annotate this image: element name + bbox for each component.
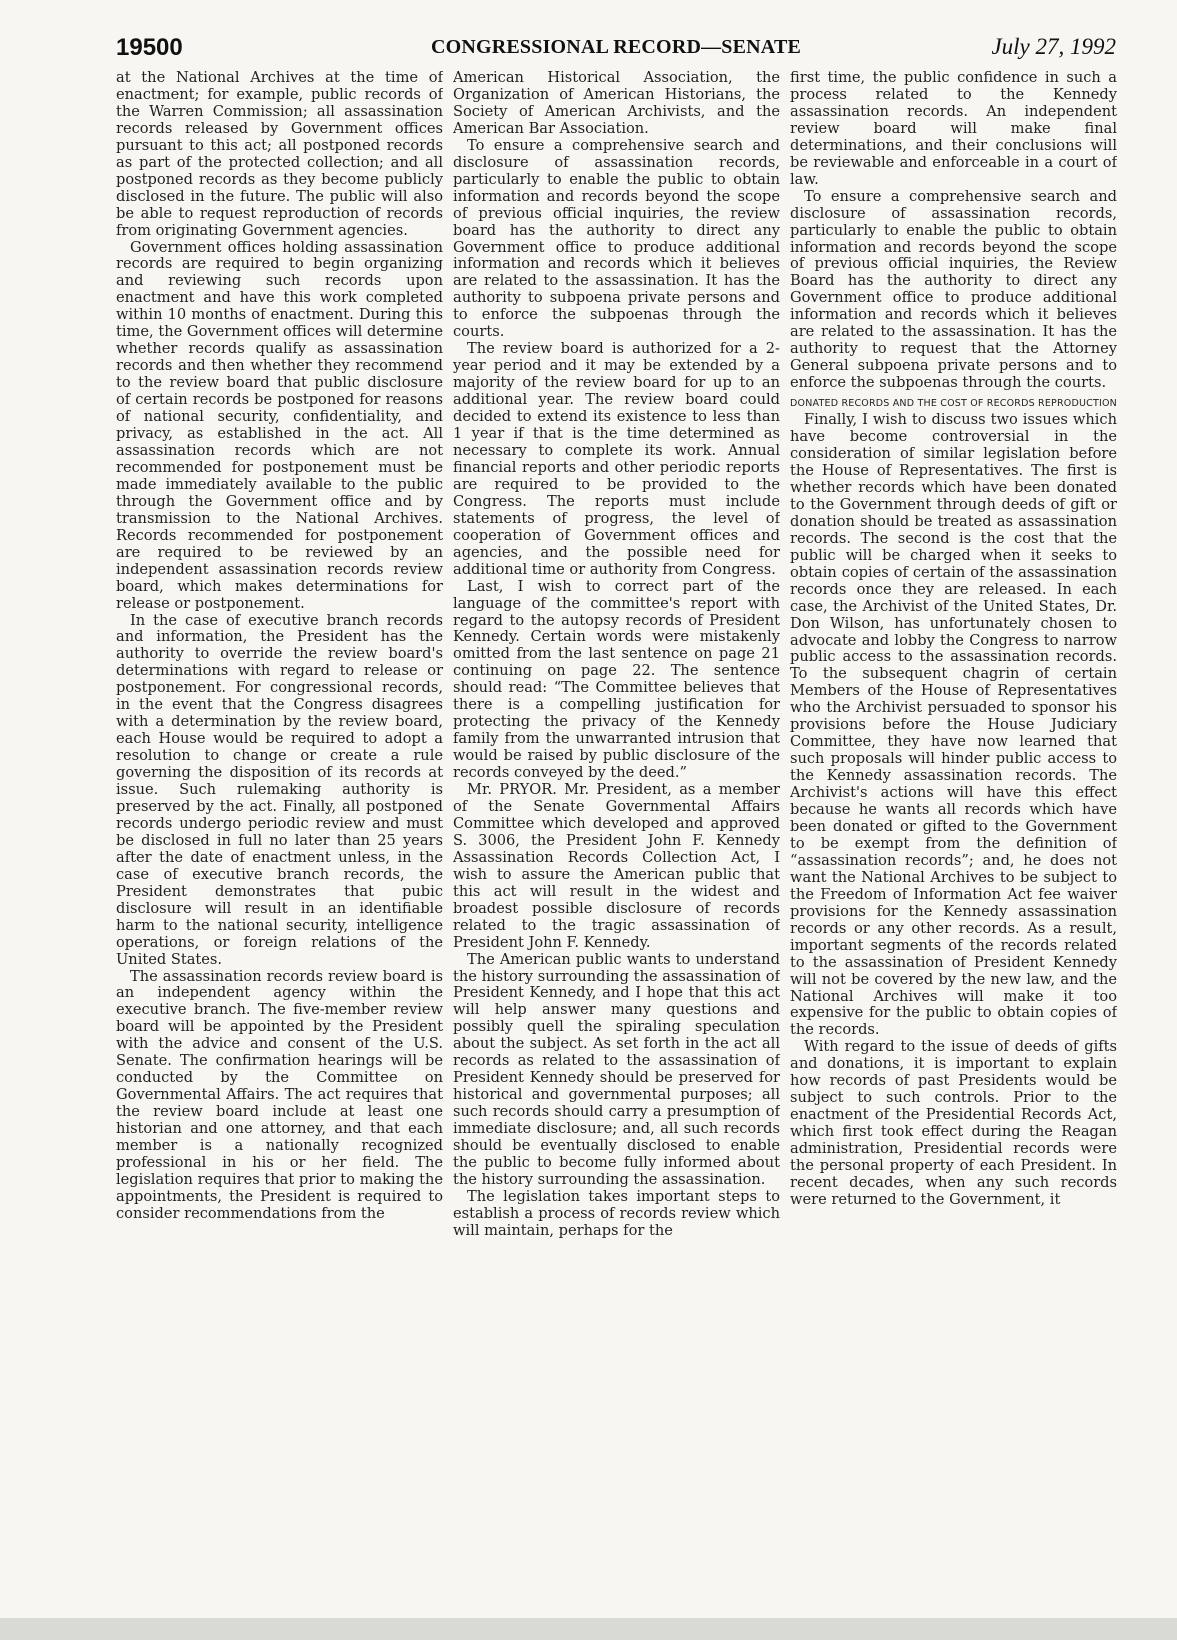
scan-edge [0,1618,1177,1640]
paragraph: American Historical Association, the Organization of American Historians, the Society of American Archivists, and the American Bar Association. [453,70,780,137]
paragraph: The American public wants to understand the history surrounding the assassination of President Kennedy, and I hope that this act will help answer many questions and possibly quell the spiraling speculation about the subject. As set forth in the act all records as related to the assassination of President Kennedy should be preserved for historical and governmental purposes; all such records should carry a presumption of immediate disclosure; and, all such records should be eventually disclosed to enable the public to become fully informed about the history surrounding the assassination. [453,950,780,1188]
paragraph: The legislation takes important steps to establish a process of records review which will maintain, perhaps for the [453,1187,780,1239]
paragraph: first time, the public confidence in such a process related to the Kennedy assassination records. An independent review board will make final determinations, and their conclusions will be reviewable and enforceable in a court of law. [790,70,1117,188]
paragraph: The assassination records review board is an independent agency within the executive branch. The five-member review board will be appointed by the President with the advice and consent of the U.S. Senate. The confirmation hearings will be conducted by the Committee on Governmental Affairs. The act requires that the review board include at least one historian and one attorney, and that each member is a nationally recognized professional in his or her field. The legislation requires that prior to making the appointments, the President is required to consider recommendations from the [116,967,443,1222]
paragraph: at the National Archives at the time of enactment; for example, public records of the Warren Commission; all assassination records released by Government offices pursuant to this act; all postponed records as part of the protected collection; and all postponed records as they become publicly disclosed in the future. The public will also be able to request reproduction of records from originating Government agencies. [116,70,443,239]
paragraph: Last, I wish to correct part of the language of the committee's report with regard to the autopsy records of President Kennedy. Certain words were mistakenly omitted from the last sentence on page 21 continuing on page 22. The sentence should read: “The Committee believes that there is a compelling justification for protecting the privacy of the Kennedy family from the unwarranted intrusion that would be raised by public disclosure of the records conveyed by the deed.” [453,577,780,782]
paragraph: To ensure a comprehensive search and disclosure of assassination records, particularly to enable the public to obtain information and records beyond the scope of previous official inquiries, the review board has the authority to direct any Government office to produce additional information and records which it believes are related to the assassination. It has the authority to subpoena private persons and to enforce the subpoenas through the courts. [453,136,780,341]
column-3 [790,70,1117,1420]
page-header [116,34,1116,66]
paragraph: The review board is authorized for a 2-year period and it may be extended by a majority of the review board for up to an additional year. The review board could decided to extend its existence to less than 1 year if that is the time determined as necessary to complete its work. Annual financial reports and other periodic reports are required to be provided to the Congress. The reports must include statements of progress, the level of cooperation of Government offices and agencies, and the possible need for additional time or authority from Congress. [453,340,780,578]
column-2 [453,70,780,1420]
paragraph: Government offices holding assassination records are required to begin organizing and reviewing such records upon enactment and have this work completed within 10 months of enactment. During this time, the Government offices will determine whether records qualify as assassination records and then whether they recommend to the review board that public disclosure of certain records be postponed for reasons of national security, confidentiality, and privacy, as established in the act. All assassination records which are not recommended for postponement must be made immediately available to the public through the Government office and by transmission to the National Archives. Records recommended for postponement are required to be reviewed by an independent assassination records review board, which makes determinations for release or postponement. [116,238,443,612]
column-1 [116,70,443,1420]
paragraph: Finally, I wish to discuss two issues which have become controversial in the consideration of similar legislation before the House of Representatives. The first is whether records which have been donated to the Government through deeds of gift or donation should be treated as assassination records. The second is the cost that the public will be charged when it seeks to obtain copies of certain of the assassination records once they are released. In each case, the Archivist of the United States, Dr. Don Wilson, has unfortunately chosen to advocate and lobby the Congress to narrow public access to the assassination records. To the subsequent chagrin of certain Members of the House of Representatives who the Archivist persuaded to sponsor his provisions before the House Judiciary Committee, they have now learned that such proposals will hinder public access to the Kennedy assassination records. The Archivist's actions will have this effect because he wants all records which have been donated or gifted to the Government to be exempt from the definition of “assassination records”; and, he does not want the National Archives to be subject to the Freedom of Information Act fee waiver provisions for the Kennedy assassination records or any other records. As a result, important segments of the records related to the assassination of President Kennedy will not be covered by the new law, and the National Archives will make it too expensive for the public to obtain copies of the records. [790,411,1117,1039]
article-body [116,70,1116,1420]
section-subheading: DONATED RECORDS AND THE COST OF RECORDS REPRODUCTION [790,398,1117,410]
paragraph: To ensure a comprehensive search and disclosure of assassination records, particularly to enable the public to obtain information and records beyond the scope of previous official inquiries, the Review Board has the authority to direct any Government office to produce additional information and records which it believes are related to the assassination. It has the authority to request that the Attorney General subpoena private persons and to enforce the subpoenas through the courts. [790,187,1117,392]
paragraph: With regard to the issue of deeds of gifts and donations, it is important to explain how records of past Presidents would be subject to such controls. Prior to the enactment of the Presidential Records Act, which first took effect during the Reagan administration, Presidential records were the personal property of each President. In recent decades, when any such records were returned to the Government, it [790,1038,1117,1208]
page-number: 19500 [116,34,183,61]
paragraph: Mr. PRYOR. Mr. President, as a member of the Senate Governmental Affairs Committee which developed and approved S. 3006, the President John F. Kennedy Assassination Records Collection Act, I wish to assure the American public that this act will result in the widest and broadest possible disclosure of records related to the tragic assassination of President John F. Kennedy. [453,781,780,951]
paragraph: In the case of executive branch records and information, the President has the authority to override the review board's determinations with regard to release or postponement. For congressional records, in the event that the Congress disagrees with a determination by the review board, each House would be required to adopt a resolution to change or create a rule governing the disposition of its records at issue. Such rulemaking authority is preserved by the act. Finally, all postponed records undergo periodic review and must be disclosed in full no later than 25 years after the date of enactment unless, in the case of executive branch records, the President demonstrates that pubic disclosure will result in an identifiable harm to the national security, intelligence operations, or foreign relations of the United States. [116,611,443,968]
issue-date: July 27, 1992 [991,34,1116,59]
publication-title: CONGRESSIONAL RECORD—SENATE [430,36,802,58]
